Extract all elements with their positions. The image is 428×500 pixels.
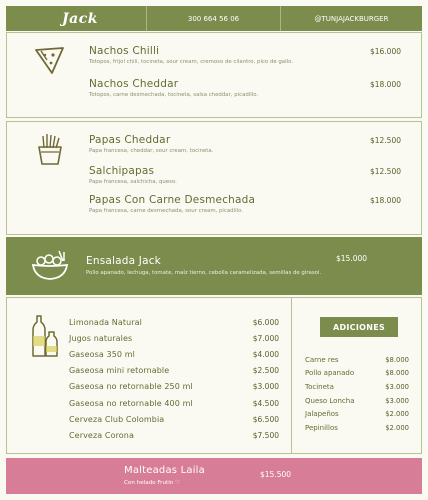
item-price: $16.000 [369,47,401,56]
addon-price: $2.000 [385,410,409,419]
item-name: Papas Cheddar [89,134,171,146]
item-price: $12.500 [369,136,401,145]
list-item [305,353,409,367]
drinks-list [69,314,279,444]
adiciones-title: ADICIONES [320,317,398,337]
menu-item [89,194,401,214]
drink-price: $6.500 [252,414,279,424]
addon-price: $3.000 [385,382,409,391]
addon-name: Carne res [305,355,339,364]
drink-name: Gaseosa no retornable 400 ml [69,398,193,408]
item-name: Nachos Cheddar [89,78,179,90]
list-item [305,407,409,421]
menu-item [89,78,401,98]
list-item [69,379,279,395]
item-name: Nachos Chilli [89,45,160,57]
addon-name: Queso Loncha [305,396,355,405]
drink-price: $2.500 [252,366,279,376]
salad-description: Pollo apanado, lechuga, tomate, maíz tierno, cebolla caramelizada, semillas de girasol. [86,270,322,276]
brand-name: Jack [6,6,147,31]
drink-price: $6.000 [252,317,279,327]
salad-bowl-icon [30,249,70,281]
fries-icon [35,132,65,166]
nachos-section [6,32,422,118]
drink-price: $4.500 [252,398,279,408]
drink-name: Cerveza Corona [69,430,134,440]
item-description: Papa francesa, salchicha, queso. [89,179,177,185]
item-name: Papas Con Carne Desmechada [89,194,256,206]
addon-price: $8.000 [385,355,409,364]
list-item [305,367,409,381]
item-description: Totopos, frijol chili, tocineta, sour cream, cremoso de cilantro, pico de gallo. [89,59,294,65]
drink-price: $3.000 [252,382,279,392]
list-item [69,363,279,379]
salad-band [6,237,422,295]
phone-number: 300 664 56 06 [147,6,281,31]
addon-name: Pollo apanado [305,369,355,378]
menu-item [89,134,401,154]
social-handle: @TUNJAJACKBURGER [314,14,389,23]
item-price: $18.000 [369,80,401,89]
drink-price: $4.000 [252,349,279,359]
item-name: Salchipapas [89,165,155,177]
drink-name: Limonada Natural [69,317,142,327]
item-description: Totopos, carne desmechada, tocineta, salsa cheddar, picadillo. [89,92,259,98]
drink-name: Gaseosa no retornable 250 ml [69,382,193,392]
addon-price: $2.000 [385,423,409,432]
adiciones-list [305,353,409,435]
addon-name: Jalapeños [305,410,339,419]
menu-item [89,165,401,185]
drink-price: $7.000 [252,333,279,343]
item-description: Papa francesa, carne desmechada, sour cream, picadillo. [89,208,244,214]
salad-price: $15.000 [336,254,368,263]
addon-price: $8.000 [385,369,409,378]
malteadas-description: Con helado Frutin ♡ [124,480,181,486]
list-item [69,346,279,362]
list-item [69,395,279,411]
malteadas-name: Malteadas Laila [124,465,205,476]
malteadas-price: $15.500 [260,470,292,479]
list-item [69,427,279,443]
item-description: Papa francesa, cheddar, sour cream, tocineta. [89,148,214,154]
header-bar [6,6,422,31]
item-price: $18.000 [369,196,401,205]
drink-name: Gaseosa 350 ml [69,349,135,359]
bottles-icon [29,314,59,358]
drinks-and-extras [6,297,422,454]
drink-name: Jugos naturales [69,333,133,343]
papas-section [6,121,422,235]
list-item [305,380,409,394]
drink-price: $7.500 [252,430,279,440]
addon-price: $3.000 [385,396,409,405]
list-item [305,421,409,435]
salad-name: Ensalada Jack [86,255,161,267]
drink-name: Gaseosa mini retornable [69,366,170,376]
item-price: $12.500 [369,167,401,176]
nachos-icon [33,42,67,76]
addon-name: Tocineta [305,382,334,391]
malteadas-band [6,458,422,494]
list-item [305,394,409,408]
list-item [69,330,279,346]
menu-item [89,45,401,65]
list-item [69,314,279,330]
column-divider [291,298,292,453]
list-item [69,411,279,427]
addon-name: Pepinillos [305,423,338,432]
drink-name: Cerveza Club Colombia [69,414,165,424]
